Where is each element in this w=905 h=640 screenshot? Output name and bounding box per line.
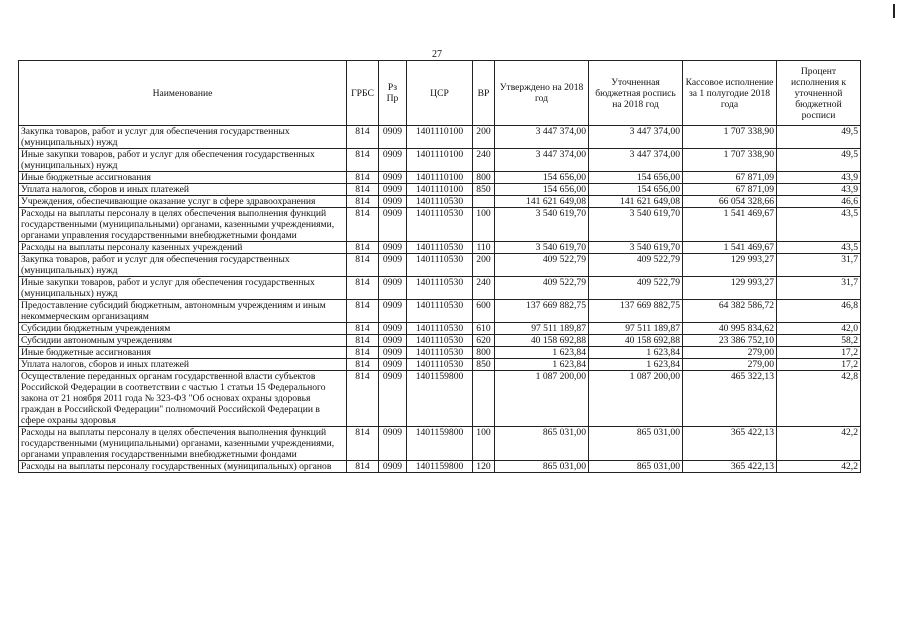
cell-revised: 1 087 200,00	[589, 371, 683, 427]
header-approved: Утверждено на 2018 год	[495, 61, 589, 126]
cell-percent: 43,9	[777, 172, 861, 184]
cell-rzpr: 0909	[379, 277, 407, 300]
cell-vr: 800	[473, 347, 495, 359]
cell-name: Закупка товаров, работ и услуг для обеспечения государственных (муниципальных) нужд	[19, 254, 347, 277]
cell-executed: 129 993,27	[683, 254, 777, 277]
cell-grbs: 814	[347, 427, 379, 461]
cell-grbs: 814	[347, 208, 379, 242]
cell-csr: 1401110100	[407, 149, 473, 172]
cell-executed: 365 422,13	[683, 461, 777, 473]
cell-revised: 3 447 374,00	[589, 149, 683, 172]
cell-csr: 1401110100	[407, 184, 473, 196]
cell-executed: 465 322,13	[683, 371, 777, 427]
cell-vr: 240	[473, 277, 495, 300]
cell-revised: 865 031,00	[589, 427, 683, 461]
cell-name: Расходы на выплаты персоналу государственных (муниципальных) органов	[19, 461, 347, 473]
cell-rzpr: 0909	[379, 254, 407, 277]
cell-vr: 200	[473, 254, 495, 277]
cell-name: Иные бюджетные ассигнования	[19, 172, 347, 184]
cell-vr: 240	[473, 149, 495, 172]
cell-vr: 600	[473, 300, 495, 323]
cell-grbs: 814	[347, 359, 379, 371]
cell-approved: 1 623,84	[495, 359, 589, 371]
header-executed: Кассовое исполнение за 1 полугодие 2018 года	[683, 61, 777, 126]
cell-approved: 865 031,00	[495, 461, 589, 473]
cell-name: Иные закупки товаров, работ и услуг для обеспечения государственных (муниципальных) нужд	[19, 149, 347, 172]
cell-revised: 3 447 374,00	[589, 126, 683, 149]
cell-name: Уплата налогов, сборов и иных платежей	[19, 359, 347, 371]
cell-csr: 1401159800	[407, 461, 473, 473]
cell-approved: 409 522,79	[495, 277, 589, 300]
table-row	[19, 359, 861, 371]
cell-name: Учреждения, обеспечивающие оказание услуг в сфере здравоохранения	[19, 196, 347, 208]
cell-executed: 129 993,27	[683, 277, 777, 300]
cell-percent: 46,8	[777, 300, 861, 323]
cell-executed: 23 386 752,10	[683, 335, 777, 347]
cell-approved: 3 447 374,00	[495, 126, 589, 149]
cell-csr: 1401110530	[407, 254, 473, 277]
cell-grbs: 814	[347, 461, 379, 473]
table-row	[19, 277, 861, 300]
cell-name: Осуществление переданных органам государственной власти субъектов Российской Федерации в соответствии с частью 1 статьи 15 Федерального закона от 21 ноября 2011 года № 323-ФЗ "Об основах охраны здоровья граждан в Российской Федерации" полномочий Российской Федерации в сфере охраны здоровья	[19, 371, 347, 427]
cell-executed: 67 871,09	[683, 172, 777, 184]
table-row	[19, 208, 861, 242]
cell-percent: 42,0	[777, 323, 861, 335]
cell-vr: 100	[473, 427, 495, 461]
budget-execution-table	[18, 60, 861, 473]
header-vr: ВР	[473, 61, 495, 126]
cell-executed: 64 382 586,72	[683, 300, 777, 323]
cell-name: Расходы на выплаты персоналу в целях обеспечения выполнения функций государственными (муниципальными) органами, казенными учреждениями, органами управления государственными внебюджетными фондами	[19, 427, 347, 461]
cell-csr: 1401110530	[407, 323, 473, 335]
cell-percent: 42,2	[777, 427, 861, 461]
table-row	[19, 184, 861, 196]
header-revised: Уточненная бюджетная роспись на 2018 год	[589, 61, 683, 126]
table-row	[19, 242, 861, 254]
cell-percent: 49,5	[777, 149, 861, 172]
cell-percent: 43,5	[777, 208, 861, 242]
cell-percent: 31,7	[777, 277, 861, 300]
header-name: Наименование	[19, 61, 347, 126]
cell-csr: 1401110530	[407, 347, 473, 359]
header-csr: ЦСР	[407, 61, 473, 126]
cell-approved: 40 158 692,88	[495, 335, 589, 347]
cell-rzpr: 0909	[379, 196, 407, 208]
cell-rzpr: 0909	[379, 347, 407, 359]
table-row	[19, 172, 861, 184]
cell-grbs: 814	[347, 184, 379, 196]
cell-rzpr: 0909	[379, 149, 407, 172]
cell-csr: 1401110530	[407, 196, 473, 208]
cell-approved: 154 656,00	[495, 172, 589, 184]
cell-csr: 1401110100	[407, 126, 473, 149]
cell-csr: 1401110530	[407, 359, 473, 371]
cell-csr: 1401159800	[407, 427, 473, 461]
cell-grbs: 814	[347, 126, 379, 149]
cell-rzpr: 0909	[379, 359, 407, 371]
table-row	[19, 347, 861, 359]
cell-revised: 3 540 619,70	[589, 208, 683, 242]
cell-grbs: 814	[347, 300, 379, 323]
cell-rzpr: 0909	[379, 371, 407, 427]
cell-executed: 1 707 338,90	[683, 149, 777, 172]
cell-approved: 97 511 189,87	[495, 323, 589, 335]
cell-name: Расходы на выплаты персоналу в целях обеспечения выполнения функций государственными (муниципальными) органами, казенными учреждениями, органами управления государственными внебюджетными фондами	[19, 208, 347, 242]
header-rzpr: Рз Пр	[379, 61, 407, 126]
cell-rzpr: 0909	[379, 172, 407, 184]
cell-grbs: 814	[347, 254, 379, 277]
cell-percent: 46,6	[777, 196, 861, 208]
cell-executed: 365 422,13	[683, 427, 777, 461]
cell-percent: 17,2	[777, 359, 861, 371]
table-row	[19, 335, 861, 347]
cell-rzpr: 0909	[379, 427, 407, 461]
table-row	[19, 196, 861, 208]
cell-approved: 1 623,84	[495, 347, 589, 359]
cell-name: Расходы на выплаты персоналу казенных учреждений	[19, 242, 347, 254]
cell-grbs: 814	[347, 371, 379, 427]
cell-revised: 409 522,79	[589, 277, 683, 300]
cell-csr: 1401159800	[407, 371, 473, 427]
cell-percent: 43,5	[777, 242, 861, 254]
page-edge-mark	[893, 4, 895, 18]
table-body	[19, 126, 861, 473]
cell-approved: 3 540 619,70	[495, 208, 589, 242]
table-row	[19, 323, 861, 335]
cell-csr: 1401110100	[407, 172, 473, 184]
cell-executed: 1 541 469,67	[683, 242, 777, 254]
table-row	[19, 149, 861, 172]
cell-vr: 110	[473, 242, 495, 254]
cell-percent: 42,8	[777, 371, 861, 427]
cell-executed: 66 054 328,66	[683, 196, 777, 208]
header-grbs: ГРБС	[347, 61, 379, 126]
cell-revised: 409 522,79	[589, 254, 683, 277]
cell-vr	[473, 371, 495, 427]
table-row	[19, 427, 861, 461]
cell-rzpr: 0909	[379, 323, 407, 335]
table-header-row	[19, 61, 861, 126]
cell-vr: 100	[473, 208, 495, 242]
page-number: 27	[432, 49, 442, 60]
table-row	[19, 461, 861, 473]
cell-vr: 850	[473, 359, 495, 371]
cell-grbs: 814	[347, 347, 379, 359]
table-row	[19, 300, 861, 323]
cell-name: Иные закупки товаров, работ и услуг для обеспечения государственных (муниципальных) нужд	[19, 277, 347, 300]
cell-executed: 279,00	[683, 359, 777, 371]
cell-approved: 865 031,00	[495, 427, 589, 461]
cell-executed: 279,00	[683, 347, 777, 359]
cell-rzpr: 0909	[379, 184, 407, 196]
table-row	[19, 371, 861, 427]
cell-csr: 1401110530	[407, 208, 473, 242]
cell-executed: 1 707 338,90	[683, 126, 777, 149]
cell-grbs: 814	[347, 335, 379, 347]
cell-revised: 141 621 649,08	[589, 196, 683, 208]
cell-grbs: 814	[347, 277, 379, 300]
cell-rzpr: 0909	[379, 335, 407, 347]
cell-approved: 154 656,00	[495, 184, 589, 196]
cell-csr: 1401110530	[407, 277, 473, 300]
cell-percent: 17,2	[777, 347, 861, 359]
cell-revised: 154 656,00	[589, 184, 683, 196]
cell-name: Иные бюджетные ассигнования	[19, 347, 347, 359]
cell-grbs: 814	[347, 172, 379, 184]
cell-name: Субсидии автономным учреждениям	[19, 335, 347, 347]
cell-grbs: 814	[347, 149, 379, 172]
cell-revised: 1 623,84	[589, 359, 683, 371]
table-row	[19, 254, 861, 277]
cell-percent: 49,5	[777, 126, 861, 149]
cell-vr: 850	[473, 184, 495, 196]
header-percent: Процент исполнения к уточненной бюджетной росписи	[777, 61, 861, 126]
cell-percent: 58,2	[777, 335, 861, 347]
cell-rzpr: 0909	[379, 126, 407, 149]
cell-revised: 137 669 882,75	[589, 300, 683, 323]
cell-name: Субсидии бюджетным учреждениям	[19, 323, 347, 335]
cell-percent: 43,9	[777, 184, 861, 196]
cell-executed: 1 541 469,67	[683, 208, 777, 242]
cell-grbs: 814	[347, 196, 379, 208]
cell-percent: 42,2	[777, 461, 861, 473]
cell-csr: 1401110530	[407, 335, 473, 347]
cell-name: Предоставление субсидий бюджетным, автономным учреждениям и иным некоммерческим организациям	[19, 300, 347, 323]
cell-revised: 97 511 189,87	[589, 323, 683, 335]
cell-approved: 141 621 649,08	[495, 196, 589, 208]
cell-rzpr: 0909	[379, 300, 407, 323]
cell-vr: 120	[473, 461, 495, 473]
cell-executed: 67 871,09	[683, 184, 777, 196]
cell-rzpr: 0909	[379, 242, 407, 254]
cell-percent: 31,7	[777, 254, 861, 277]
cell-vr	[473, 196, 495, 208]
cell-rzpr: 0909	[379, 208, 407, 242]
cell-approved: 3 540 619,70	[495, 242, 589, 254]
cell-approved: 409 522,79	[495, 254, 589, 277]
cell-csr: 1401110530	[407, 300, 473, 323]
cell-approved: 1 087 200,00	[495, 371, 589, 427]
cell-grbs: 814	[347, 242, 379, 254]
cell-vr: 610	[473, 323, 495, 335]
table-row	[19, 126, 861, 149]
cell-revised: 3 540 619,70	[589, 242, 683, 254]
cell-rzpr: 0909	[379, 461, 407, 473]
cell-name: Уплата налогов, сборов и иных платежей	[19, 184, 347, 196]
cell-grbs: 814	[347, 323, 379, 335]
cell-revised: 154 656,00	[589, 172, 683, 184]
cell-vr: 620	[473, 335, 495, 347]
cell-name: Закупка товаров, работ и услуг для обеспечения государственных (муниципальных) нужд	[19, 126, 347, 149]
cell-revised: 865 031,00	[589, 461, 683, 473]
cell-approved: 3 447 374,00	[495, 149, 589, 172]
cell-revised: 1 623,84	[589, 347, 683, 359]
cell-revised: 40 158 692,88	[589, 335, 683, 347]
cell-approved: 137 669 882,75	[495, 300, 589, 323]
cell-vr: 200	[473, 126, 495, 149]
cell-executed: 40 995 834,62	[683, 323, 777, 335]
cell-vr: 800	[473, 172, 495, 184]
cell-csr: 1401110530	[407, 242, 473, 254]
